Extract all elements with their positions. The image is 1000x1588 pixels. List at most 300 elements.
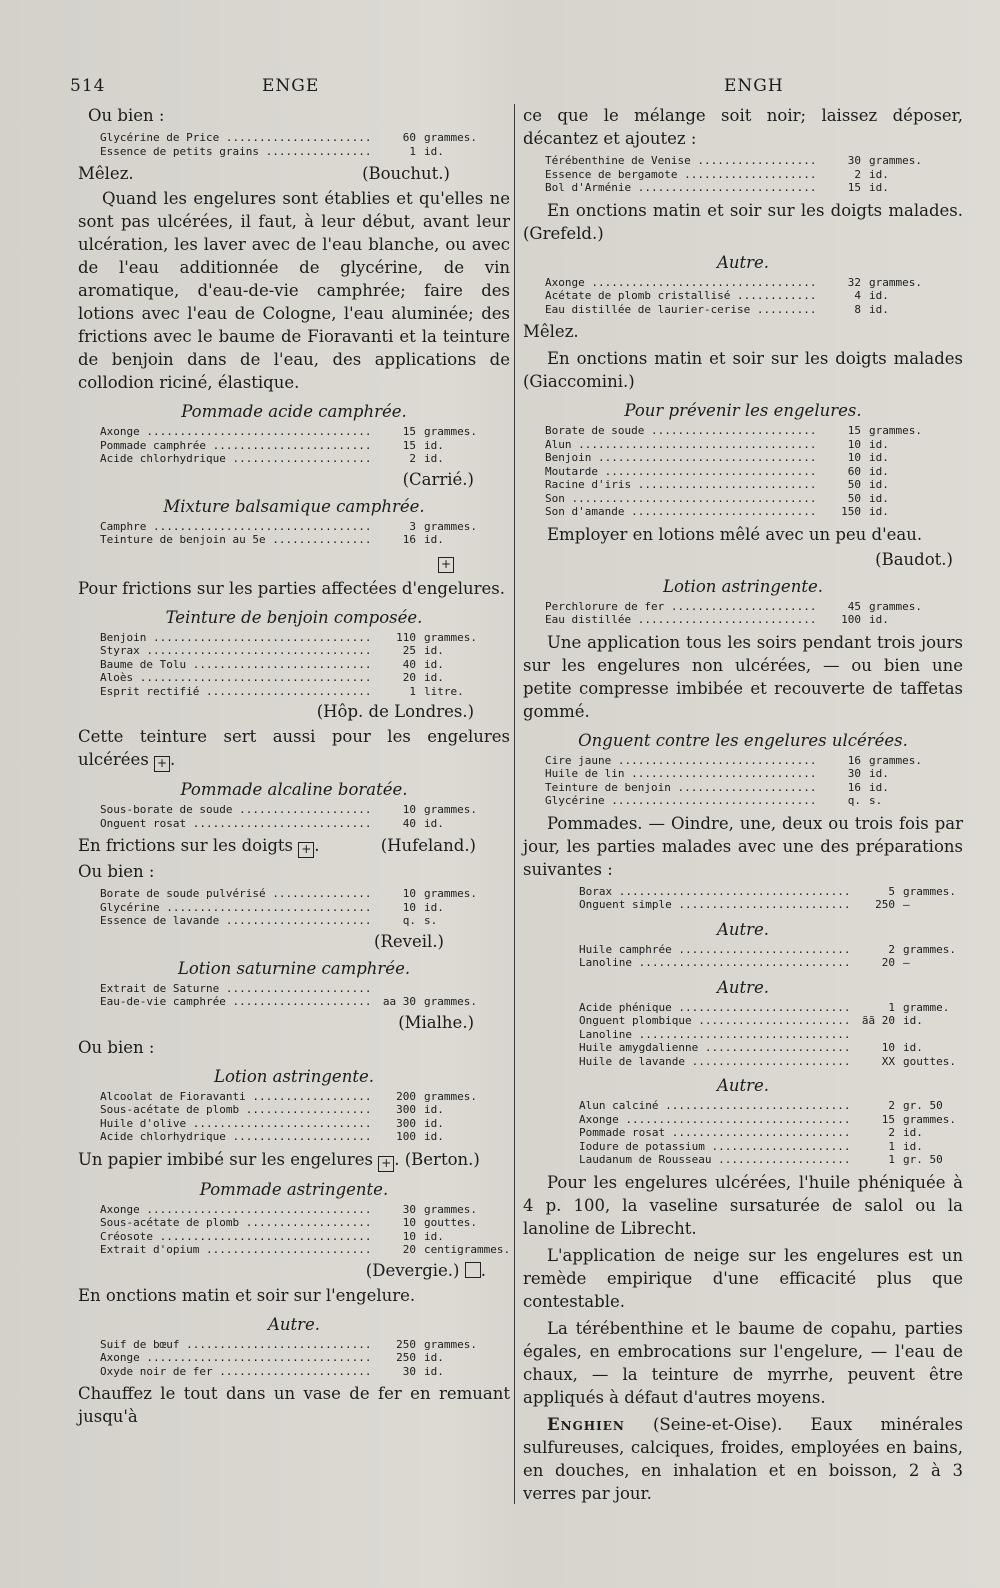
ingredient-name: Racine d'iris ..... xyxy=(545,478,815,492)
ingredient-unit: id. xyxy=(903,1014,923,1027)
paragraph: Pommades. — Oindre, une, deux ou trois fois par jour, les parties malades avec une des préparations suivantes : xyxy=(523,813,963,879)
ingredient-name: Laudanum de Rousseau ..... xyxy=(579,1153,849,1167)
ingredient-unit: s. xyxy=(869,794,883,807)
ingredient-quantity: 30 xyxy=(402,1364,416,1378)
ingredient-name: Lanoline ..... xyxy=(579,1028,849,1042)
ingredient-quantity: 15 xyxy=(402,438,416,452)
ingredient-name: Axonge ..... xyxy=(579,1113,849,1127)
ingredient-unit: grammes. xyxy=(424,131,477,144)
ingredient-row xyxy=(579,1001,963,1015)
ingredient-name: Son d'amande ..... xyxy=(545,505,815,519)
ingredient-quantity: 45 xyxy=(847,599,861,613)
ingredient-row xyxy=(579,1153,963,1167)
ingredient-name: Acétate de plomb cristallisé ..... xyxy=(545,289,815,303)
ingredient-row xyxy=(545,303,963,317)
ingredient-name: Axonge ..... xyxy=(100,425,370,439)
ingredient-row xyxy=(545,438,963,452)
recipe-title: Pommade astringente. xyxy=(199,1179,389,1199)
ingredient-name: Iodure de potassium ..... xyxy=(579,1140,849,1154)
recipe-list xyxy=(100,803,510,830)
ingredient-row xyxy=(100,658,510,672)
ingredient-quantity: 50 xyxy=(847,478,861,491)
ingredient-quantity: 10 xyxy=(402,1229,416,1243)
ingredient-row xyxy=(545,424,963,438)
ingredient-unit: id. xyxy=(424,657,444,671)
ingredient-quantity: 30 xyxy=(402,1202,416,1216)
ingredient-name: Acide phénique ..... xyxy=(579,1001,849,1015)
ingredient-name: Glycérine de Price ..... xyxy=(100,131,370,145)
ingredient-unit: grammes. xyxy=(424,803,477,816)
recipe-title: Pommade acide camphrée. xyxy=(181,402,407,421)
melez-text: Mêlez. xyxy=(523,322,579,341)
ingredient-unit: id. xyxy=(869,289,889,302)
recipe-list xyxy=(579,943,963,970)
ingredient-unit xyxy=(416,982,424,996)
ingredient-name: Glycérine ..... xyxy=(100,901,370,915)
ingredient-quantity: 10 xyxy=(402,887,416,900)
ingredient-row xyxy=(579,898,963,912)
ingredient-unit: id. xyxy=(903,1126,923,1139)
recipe-list xyxy=(100,887,510,928)
recipe-title: Autre. xyxy=(716,252,770,272)
ingredient-quantity: 15 xyxy=(847,424,861,437)
ingredient-unit: litre. xyxy=(424,684,464,698)
ingredient-name: Alun ..... xyxy=(545,438,815,452)
recipe-list xyxy=(545,154,963,195)
ingredient-name: Suif de bœuf ..... xyxy=(100,1338,370,1352)
ingredient-row xyxy=(100,995,510,1009)
ingredient-name: Oxyde noir de fer ..... xyxy=(100,1365,370,1379)
ingredient-quantity: 15 xyxy=(402,425,416,438)
recipe-list xyxy=(545,276,963,317)
paragraph-text: (Seine-et-Oise). Eaux minérales sulfureuses, calciques, froides, employées en bains, en douches, en inhalation et en boisson, 2 à 3 verres par jour. xyxy=(523,1414,963,1503)
ingredient-quantity: ãã 20 xyxy=(861,1014,895,1027)
box-symbol-icon: + xyxy=(298,842,314,858)
ingredient-row xyxy=(100,914,510,928)
ingredient-quantity: 4 xyxy=(854,289,861,302)
ingredient-quantity: 250 xyxy=(875,898,895,911)
ingredient-unit: id. xyxy=(869,767,889,780)
paragraph: Quand les engelures sont établies et qu'elles ne sont pas ulcérées, il faut, à leur début, avant leur ulcération, les laver avec de l'eau blanche, ou avec de l'eau additionnée de glycérine, de vin aromatique, d'eau-de-vie camphrée; faire des lotions avec l'eau de Cologne, l'eau aluminée; des frictions avec le baume de Fioravanti et la teinture de benjoin dans de l'eau, des applications de collodion riciné, élastique. xyxy=(78,189,510,392)
ingredient-row xyxy=(100,1090,510,1104)
ingredient-unit: gouttes. xyxy=(424,1216,477,1229)
ingredient-row xyxy=(579,943,963,957)
ingredient-quantity: 2 xyxy=(888,1099,895,1112)
ingredient-name: Esprit rectifié ..... xyxy=(100,685,370,699)
ingredient-quantity: 1 xyxy=(888,1000,895,1014)
ingredient-unit: id. xyxy=(424,671,444,684)
paragraph: ce que le mélange soit noir; laissez déposer, décantez et ajoutez : xyxy=(523,106,963,148)
entry-headword: Enghien xyxy=(547,1414,625,1434)
ingredient-row xyxy=(100,685,510,699)
ingredient-row xyxy=(100,425,510,439)
page-number: 514 xyxy=(70,76,106,96)
recipe-list xyxy=(100,131,510,158)
ingredient-row xyxy=(579,1028,963,1042)
paragraph: En onctions matin et soir sur l'engelure. xyxy=(78,1285,416,1305)
ingredient-row xyxy=(579,1140,963,1154)
melez-row xyxy=(78,162,510,185)
ingredient-row xyxy=(100,631,510,645)
ou-bien-text: Ou bien : xyxy=(78,1037,155,1057)
ingredient-row xyxy=(100,1365,510,1379)
ingredient-unit: gramme. xyxy=(903,1000,950,1014)
ingredient-quantity: 10 xyxy=(402,1216,416,1229)
ingredient-quantity: 2 xyxy=(888,942,895,956)
paragraph: Pour frictions sur les parties affectées d'engelures. xyxy=(78,578,505,598)
ingredient-name: Borax ..... xyxy=(579,885,849,899)
ingredient-unit: id. xyxy=(869,780,889,794)
ingredient-quantity: 250 xyxy=(396,1351,416,1364)
ingredient-name: Onguent simple ..... xyxy=(579,898,849,912)
ingredient-row xyxy=(100,439,510,453)
ingredient-name: Baume de Tolu ..... xyxy=(100,658,370,672)
ingredient-name: Essence de lavande ..... xyxy=(100,914,370,928)
paragraph: Cette teinture sert aussi pour les engelures ulcérées + . xyxy=(78,727,510,770)
box-symbol-icon: + xyxy=(438,557,454,573)
ingredient-unit: id. xyxy=(869,464,889,478)
paragraph: En onctions matin et soir sur les doigts malades. (Grefeld.) xyxy=(523,200,963,243)
ingredient-name: Eau-de-vie camphrée ..... xyxy=(100,995,370,1009)
ingredient-name: Eau distillée de laurier-cerise ..... xyxy=(545,303,815,317)
paragraph: En onctions matin et soir sur les doigts malades (Giaccomini.) xyxy=(523,349,963,391)
ingredient-name: Huile de lavande ..... xyxy=(579,1055,849,1069)
ingredient-name: Borate de soude ..... xyxy=(545,424,815,438)
ingredient-unit: id. xyxy=(424,900,444,914)
recipe-title: Autre. xyxy=(716,977,770,997)
frictions-row xyxy=(78,834,510,858)
ingredient-unit: grammes. xyxy=(424,425,477,438)
ingredient-unit: id. xyxy=(903,1041,923,1054)
ingredient-unit: grammes. xyxy=(903,1112,956,1126)
ingredient-quantity: 8 xyxy=(854,302,861,316)
ingredient-quantity xyxy=(380,982,416,996)
attribution xyxy=(78,551,454,573)
recipe-title: Lotion saturnine camphrée. xyxy=(177,958,411,978)
ingredient-unit: id. xyxy=(869,505,889,518)
ingredient-row xyxy=(545,154,963,168)
ingredient-quantity: 60 xyxy=(847,464,861,478)
ingredient-name: Huile amygdalienne ..... xyxy=(579,1041,849,1055)
right-column xyxy=(523,104,963,1509)
ingredient-row xyxy=(100,1216,510,1230)
ingredient-name: Onguent rosat ..... xyxy=(100,817,370,831)
paragraph: Une application tous les soirs pendant trois jours sur les engelures non ulcérées, — ou bien une petite compresse imbibée et recouverte de taffetas gommé. xyxy=(523,632,963,721)
ingredient-name: Acide chlorhydrique ..... xyxy=(100,1130,370,1144)
ingredient-unit: grammes. xyxy=(869,275,922,289)
ingredient-unit: id. xyxy=(424,144,444,158)
recipe-list xyxy=(100,520,510,547)
ingredient-row xyxy=(545,492,963,506)
ingredient-name: Axonge ..... xyxy=(545,276,815,290)
paragraph xyxy=(78,1148,510,1172)
ingredient-row xyxy=(579,885,963,899)
ingredient-quantity: q. xyxy=(402,914,416,927)
ingredient-name: Lanoline ..... xyxy=(579,956,849,970)
ingredient-quantity: 30 xyxy=(847,154,861,167)
box-symbol-icon: + xyxy=(378,1156,394,1172)
ingredient-quantity: 300 xyxy=(396,1116,416,1130)
recipe-title: Teinture de benjoin composée. xyxy=(165,607,423,627)
ingredient-name: Sous-borate de soude ..... xyxy=(100,803,370,817)
ingredient-quantity: 1 xyxy=(888,1139,895,1153)
paragraph-text: Un papier imbibé sur les engelures xyxy=(78,1149,373,1169)
ingredient-name: Onguent plombique ..... xyxy=(579,1014,849,1028)
left-running-head: ENGE xyxy=(262,76,320,96)
paragraph xyxy=(523,1413,963,1505)
ingredient-quantity: 2 xyxy=(854,167,861,181)
ingredient-row xyxy=(545,478,963,492)
ou-bien-text: Ou bien : xyxy=(88,106,165,125)
ingredient-unit: id. xyxy=(424,452,444,465)
ingredient-quantity: 3 xyxy=(409,519,416,533)
ingredient-unit: id. xyxy=(869,167,889,181)
ingredient-unit: gouttes. xyxy=(903,1054,956,1068)
ingredient-quantity: XX xyxy=(881,1054,895,1068)
ingredient-quantity: 1 xyxy=(409,144,416,158)
ingredient-row xyxy=(545,505,963,519)
ingredient-unit: grammes. xyxy=(424,519,477,533)
ingredient-unit: id. xyxy=(424,1351,444,1364)
ingredient-name: Axonge ..... xyxy=(100,1203,370,1217)
ingredient-unit: — xyxy=(903,898,910,911)
ingredient-quantity: 100 xyxy=(841,613,861,626)
ingredient-row xyxy=(100,1203,510,1217)
attribution: (Baudot.) xyxy=(875,549,953,569)
ingredient-quantity: 25 xyxy=(402,644,416,657)
ingredient-name: Extrait d'opium ..... xyxy=(100,1243,370,1257)
recipe-title: Mixture balsamique camphrée. xyxy=(163,496,425,516)
recipe-title: Pommade alcaline boratée. xyxy=(180,780,408,799)
ingredient-quantity: 300 xyxy=(396,1103,416,1116)
ingredient-row xyxy=(545,754,963,768)
ingredient-name: Alcoolat de Fioravanti ..... xyxy=(100,1090,370,1104)
right-running-head: ENGH xyxy=(724,76,784,96)
ingredient-quantity: 5 xyxy=(888,884,895,898)
ingredient-row xyxy=(100,1103,510,1117)
paragraph: Pour les engelures ulcérées, l'huile phéniquée à 4 p. 100, la vaseline sursaturée de salol ou la lanoline de Librecht. xyxy=(523,1172,963,1238)
ingredient-name: Huile de lin ..... xyxy=(545,767,815,781)
ingredient-quantity: 20 xyxy=(881,956,895,969)
ingredient-row xyxy=(100,982,510,996)
ingredient-name: Essence de bergamote ..... xyxy=(545,168,815,182)
ingredient-unit: id. xyxy=(424,816,444,830)
ingredient-quantity: 1 xyxy=(888,1153,895,1166)
ingredient-unit: grammes. xyxy=(869,154,922,167)
recipe-list xyxy=(545,754,963,808)
ingredient-unit: id. xyxy=(424,1116,444,1130)
ingredient-unit xyxy=(895,1028,903,1042)
ingredient-unit: id. xyxy=(424,644,444,657)
ingredient-name: Huile d'olive ..... xyxy=(100,1117,370,1131)
ingredient-quantity: 2 xyxy=(409,452,416,465)
ingredient-name: Moutarde ..... xyxy=(545,465,815,479)
ingredient-row xyxy=(545,465,963,479)
ingredient-quantity: 100 xyxy=(396,1130,416,1143)
ingredient-row xyxy=(545,781,963,795)
ingredient-quantity: 2 xyxy=(888,1126,895,1139)
recipe-list xyxy=(100,1090,510,1144)
recipe-list xyxy=(545,600,963,627)
ingredient-quantity: 30 xyxy=(847,767,861,780)
ingredient-name: Alun calciné ..... xyxy=(579,1099,849,1113)
recipe-title: Pour prévenir les engelures. xyxy=(624,401,862,420)
ingredient-name: Extrait de Saturne ..... xyxy=(100,982,370,996)
ingredient-quantity: 15 xyxy=(847,181,861,194)
ingredient-row xyxy=(100,901,510,915)
ingredient-row xyxy=(579,1113,963,1127)
ingredient-row xyxy=(579,1014,963,1028)
paragraph: L'application de neige sur les engelures est un remède empirique d'une efficacité plus que contestable. xyxy=(523,1245,963,1311)
ingredient-quantity: 20 xyxy=(402,1243,416,1256)
ingredient-name: Térébenthine de Venise ..... xyxy=(545,154,815,168)
ingredient-unit: id. xyxy=(424,533,444,546)
box-symbol-icon xyxy=(465,1262,481,1278)
ingredient-row xyxy=(100,1230,510,1244)
attribution: (Hôp. de Londres.) xyxy=(316,702,474,721)
ingredient-name: Borate de soude pulvérisé ..... xyxy=(100,887,370,901)
recipe-title: Lotion astringente. xyxy=(214,1066,374,1086)
ingredient-row xyxy=(100,533,510,547)
ingredient-unit: grammes. xyxy=(903,942,956,956)
ingredient-name: Son ..... xyxy=(545,492,815,506)
recipe-title: Lotion astringente. xyxy=(663,576,823,596)
ingredient-name: Pommade rosat ..... xyxy=(579,1126,849,1140)
ingredient-row xyxy=(100,1351,510,1365)
ingredient-quantity: 16 xyxy=(847,780,861,794)
ingredient-unit: grammes. xyxy=(424,1337,477,1351)
ingredient-quantity: 200 xyxy=(396,1089,416,1103)
ingredient-unit: grammes. xyxy=(424,887,477,900)
ingredient-quantity: 32 xyxy=(847,275,861,289)
ingredient-unit: id. xyxy=(424,438,444,452)
ingredient-quantity: 10 xyxy=(402,900,416,914)
ingredient-unit: id. xyxy=(424,1130,444,1143)
attribution: (Hufeland.) xyxy=(380,836,476,855)
recipe-title: Autre. xyxy=(716,919,770,939)
ingredient-unit: gr. 50 xyxy=(903,1153,943,1166)
ingredient-unit: grammes. xyxy=(903,884,956,898)
ingredient-name: Benjoin ..... xyxy=(100,631,370,645)
ingredient-quantity: 10 xyxy=(847,437,861,451)
paragraph: La térébenthine et le baume de copahu, parties égales, en embrocations sur l'engelure, — l'eau de chaux, — la teinture de myrrhe, peuvent être appliqués à défaut d'autres moyens. xyxy=(523,1318,963,1407)
ingredient-unit: — xyxy=(903,956,910,969)
ingredient-row xyxy=(100,1117,510,1131)
ingredient-row xyxy=(579,1055,963,1069)
ingredient-row xyxy=(545,794,963,808)
attribution: (Reveil.) xyxy=(374,931,444,951)
ingredient-name: Aloès ..... xyxy=(100,671,370,685)
ingredient-name: Créosote ..... xyxy=(100,1230,370,1244)
ingredient-name: Cire jaune ..... xyxy=(545,754,815,768)
ingredient-row xyxy=(100,1243,510,1257)
recipe-title: Autre. xyxy=(716,1076,770,1095)
recipe-list xyxy=(579,1001,963,1069)
row-label: En frictions sur les doigts xyxy=(78,836,294,855)
ingredient-unit: id. xyxy=(424,1364,444,1378)
ingredient-quantity: 10 xyxy=(881,1041,895,1054)
ingredient-name: Glycérine ..... xyxy=(545,794,815,808)
ingredient-row xyxy=(100,131,510,145)
recipe-list xyxy=(100,631,510,699)
ingredient-quantity: 40 xyxy=(402,657,416,671)
ingredient-row xyxy=(545,168,963,182)
attribution: (Carrié.) xyxy=(402,469,474,489)
ingredient-name: Pommade camphrée ..... xyxy=(100,439,370,453)
ingredient-name: Acide chlorhydrique ..... xyxy=(100,452,370,466)
ingredient-name: Teinture de benjoin au 5e ..... xyxy=(100,533,370,547)
ingredient-row xyxy=(545,600,963,614)
ingredient-row xyxy=(545,276,963,290)
ingredient-unit: gr. 50 xyxy=(903,1099,943,1112)
ingredient-row xyxy=(100,452,510,466)
ingredient-quantity: 250 xyxy=(396,1337,416,1351)
ingredient-unit: id. xyxy=(869,302,889,316)
ingredient-row xyxy=(545,181,963,195)
box-symbol-icon: + xyxy=(154,756,170,772)
ingredient-unit: id. xyxy=(869,437,889,451)
row-text: En frictions sur les doigts + . xyxy=(78,836,320,856)
attribution-text: (Devergie.) xyxy=(365,1260,460,1280)
ingredient-row xyxy=(545,613,963,627)
ingredient-unit: grammes. xyxy=(424,1089,477,1103)
ingredient-row xyxy=(100,1130,510,1144)
ingredient-quantity: 15 xyxy=(881,1112,895,1126)
ingredient-row xyxy=(545,289,963,303)
ingredient-row xyxy=(579,956,963,970)
ingredient-row xyxy=(545,767,963,781)
ingredient-unit: id. xyxy=(424,1103,444,1116)
ingredient-name: Axonge ..... xyxy=(100,1351,370,1365)
ingredient-row xyxy=(545,451,963,465)
recipe-title: Autre. xyxy=(267,1314,321,1334)
ingredient-quantity: 150 xyxy=(841,505,861,518)
recipe-title: Onguent contre les engelures ulcérées. xyxy=(578,730,908,750)
recipe-list xyxy=(579,885,963,912)
ingredient-name: Styrax ..... xyxy=(100,644,370,658)
ingredient-unit: id. xyxy=(424,1229,444,1243)
recipe-list xyxy=(579,1099,963,1167)
attribution: (Devergie.) . xyxy=(365,1260,486,1280)
paragraph: Employer en lotions mêlé avec un peu d'eau. xyxy=(547,524,923,544)
ingredient-name: Camphre ..... xyxy=(100,520,370,534)
ingredient-row xyxy=(579,1099,963,1113)
ingredient-unit: s. xyxy=(424,914,438,927)
ingredient-name: Eau distillée ..... xyxy=(545,613,815,627)
ingredient-name: Benjoin ..... xyxy=(545,451,815,465)
ingredient-row xyxy=(579,1041,963,1055)
ingredient-quantity: 16 xyxy=(847,753,861,767)
ingredient-name: Huile camphrée ..... xyxy=(579,943,849,957)
paragraph-text: Cette teinture sert aussi pour les engelures ulcérées xyxy=(78,727,510,769)
ingredient-name: Sous-acétate de plomb ..... xyxy=(100,1216,370,1230)
ingredient-unit: id. xyxy=(869,613,889,626)
ingredient-quantity: 50 xyxy=(847,491,861,505)
ingredient-row xyxy=(100,671,510,685)
attribution: . (Berton.) xyxy=(394,1149,480,1169)
ingredient-row xyxy=(100,1338,510,1352)
ingredient-quantity: 40 xyxy=(402,816,416,830)
ingredient-row xyxy=(100,644,510,658)
recipe-list xyxy=(100,982,510,1009)
ingredient-unit: grammes. xyxy=(424,995,477,1008)
ingredient-quantity: 10 xyxy=(402,803,416,816)
ingredient-row xyxy=(579,1126,963,1140)
left-column xyxy=(78,104,510,1432)
ingredient-quantity xyxy=(859,1028,895,1042)
recipe-list xyxy=(100,425,510,466)
ingredient-unit: id. xyxy=(869,491,889,505)
